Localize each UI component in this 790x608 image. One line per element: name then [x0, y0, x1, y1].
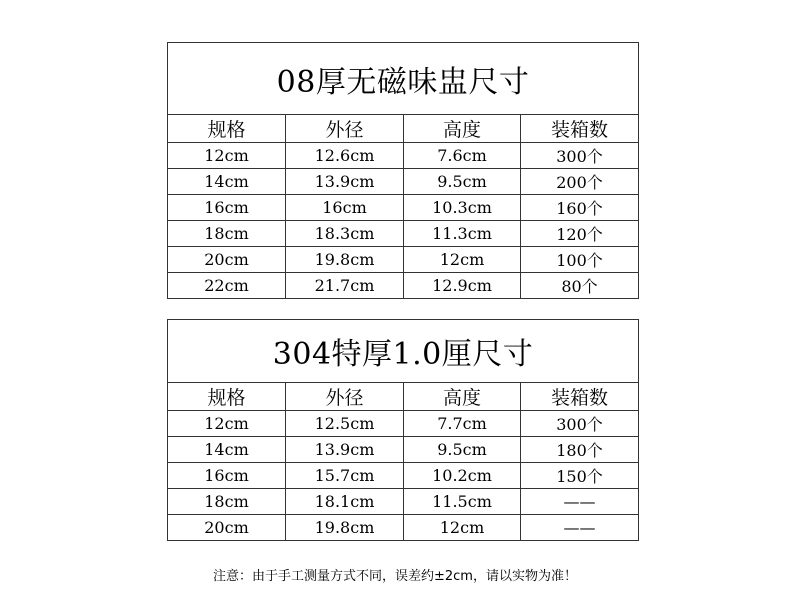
table-row	[168, 411, 639, 437]
cell-outer-diameter: 18.3cm	[286, 221, 404, 247]
cell-carton-qty: ——	[521, 515, 639, 541]
cell-outer-diameter: 19.8cm	[286, 515, 404, 541]
cell-spec: 20cm	[168, 247, 286, 273]
cell-height: 11.5cm	[404, 489, 521, 515]
table-row	[168, 195, 639, 221]
cell-carton-qty: ——	[521, 489, 639, 515]
cell-carton-qty: 100个	[521, 247, 639, 273]
cell-height: 11.3cm	[404, 221, 521, 247]
measurement-note: 注意：由于手工测量方式不同，误差约±2cm，请以实物为准！	[213, 569, 577, 584]
header-outer-diameter: 外径	[286, 115, 404, 143]
header-spec: 规格	[168, 115, 286, 143]
table-row	[168, 463, 639, 489]
table-row	[168, 169, 639, 195]
header-carton-qty: 装箱数	[521, 115, 639, 143]
cell-carton-qty: 160个	[521, 195, 639, 221]
header-spec: 规格	[168, 383, 286, 411]
cell-height: 7.6cm	[404, 143, 521, 169]
table-row	[168, 515, 639, 541]
cell-carton-qty: 200个	[521, 169, 639, 195]
cell-height: 7.7cm	[404, 411, 521, 437]
cell-height: 10.2cm	[404, 463, 521, 489]
cell-height: 10.3cm	[404, 195, 521, 221]
cell-carton-qty: 150个	[521, 463, 639, 489]
cell-outer-diameter: 16cm	[286, 195, 404, 221]
cell-height: 12.9cm	[404, 273, 521, 299]
cell-spec: 18cm	[168, 489, 286, 515]
cell-outer-diameter: 13.9cm	[286, 169, 404, 195]
cell-height: 9.5cm	[404, 169, 521, 195]
cell-outer-diameter: 21.7cm	[286, 273, 404, 299]
table-row	[168, 273, 639, 299]
table-title: 304特厚1.0厘尺寸	[168, 320, 639, 383]
cell-outer-diameter: 12.6cm	[286, 143, 404, 169]
cell-spec: 14cm	[168, 437, 286, 463]
header-carton-qty: 装箱数	[521, 383, 639, 411]
cell-spec: 16cm	[168, 195, 286, 221]
table-title: 08厚无磁味盅尺寸	[168, 43, 639, 115]
cell-outer-diameter: 18.1cm	[286, 489, 404, 515]
cell-carton-qty: 300个	[521, 143, 639, 169]
cell-spec: 20cm	[168, 515, 286, 541]
cell-outer-diameter: 19.8cm	[286, 247, 404, 273]
cell-height: 12cm	[404, 247, 521, 273]
table-row	[168, 437, 639, 463]
cell-outer-diameter: 13.9cm	[286, 437, 404, 463]
header-height: 高度	[404, 383, 521, 411]
cell-height: 9.5cm	[404, 437, 521, 463]
cell-carton-qty: 120个	[521, 221, 639, 247]
cell-spec: 14cm	[168, 169, 286, 195]
size-table-08	[167, 42, 639, 299]
cell-spec: 12cm	[168, 143, 286, 169]
table-row	[168, 143, 639, 169]
cell-spec: 18cm	[168, 221, 286, 247]
table-row	[168, 221, 639, 247]
cell-spec: 12cm	[168, 411, 286, 437]
cell-carton-qty: 80个	[521, 273, 639, 299]
size-table-304	[167, 319, 639, 541]
header-height: 高度	[404, 115, 521, 143]
cell-spec: 22cm	[168, 273, 286, 299]
table-row	[168, 247, 639, 273]
table-header-row	[168, 115, 639, 143]
table-row	[168, 489, 639, 515]
cell-spec: 16cm	[168, 463, 286, 489]
cell-outer-diameter: 12.5cm	[286, 411, 404, 437]
cell-outer-diameter: 15.7cm	[286, 463, 404, 489]
cell-carton-qty: 180个	[521, 437, 639, 463]
cell-height: 12cm	[404, 515, 521, 541]
header-outer-diameter: 外径	[286, 383, 404, 411]
cell-carton-qty: 300个	[521, 411, 639, 437]
table-header-row	[168, 383, 639, 411]
